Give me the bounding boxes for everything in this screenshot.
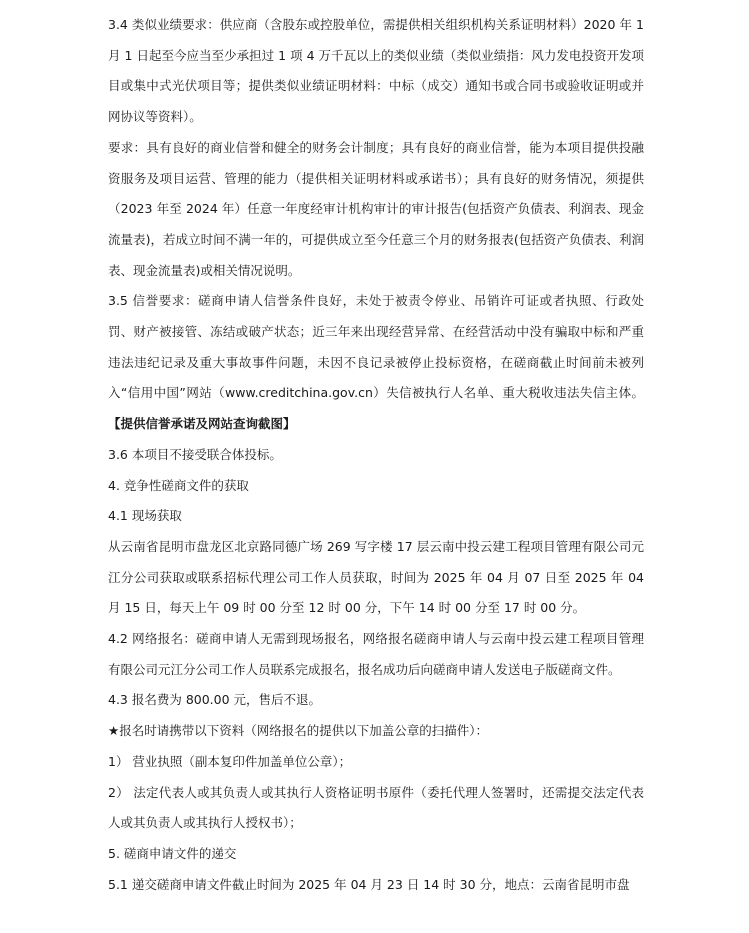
paragraph-3-6: 3.6 本项目不接受联合体投标。	[108, 446, 282, 462]
section-5-heading: 5. 磋商申请文件的递交	[108, 845, 237, 861]
paragraph-3-5-bold-note: 【提供信誉承诺及网站查询截图】	[108, 416, 296, 432]
paragraph-3-5	[108, 286, 644, 440]
section-4-1-heading: 4.1 现场获取	[108, 508, 182, 524]
paragraph-3-4: 3.4 类似业绩要求：供应商（含股东或控股单位，需提供相关组织机构关系证明材料）2020 年 1 月 1 日起至今应当至少承担过 1 项 4 万千瓦以上的类似业绩（类似业绩指：风力发电投资开发项目或集中式光伏项目等；提供类似业绩证明材料：中标（成交）通知书或合同书或验收证明或并网协议等资料）。	[108, 17, 644, 125]
section-4-heading: 4. 竞争性磋商文件的获取	[108, 477, 249, 493]
list-item-2: 2） 法定代表人或其负责人或其执行人资格证明书原件（委托代理人签署时，还需提交法定代表人或其负责人或其执行人授权书）；	[108, 784, 644, 831]
paragraph-requirements: 要求：具有良好的商业信誉和健全的财务会计制度；具有良好的商业信誉，能为本项目提供投融资服务及项目运营、管理的能力（提供相关证明材料或承诺书）；具有良好的财务情况，须提供（2023 年至 2024 年）任意一年度经审计机构审计的审计报告(包括资产负债表、利润表、现金流量表)，若成立时间不满一年的，可提供成立至今任意三个月的财务报表(包括资产负债表、利润表、现金流量表)或相关情况说明。	[108, 139, 644, 278]
document-body	[108, 10, 644, 900]
paragraph-4-2: 4.2 网络报名：磋商申请人无需到现场报名，网络报名磋商申请人与云南中投云建工程项目管理有限公司元江分公司工作人员联系完成报名，报名成功后向磋商申请人发送电子版磋商文件。	[108, 631, 644, 677]
paragraph-4-3: 4.3 报名费为 800.00 元，售后不退。	[108, 692, 322, 708]
paragraph-onsite-acquisition: 从云南省昆明市盘龙区北京路同德广场 269 写字楼 17 层云南中投云建工程项目管理有限公司元江分公司获取或联系招标代理公司工作人员获取，时间为 2025 年 04 月 07 日至 2025 年 04 月 15 日，每天上午 09 时 00 分至 12 时 00 分，下午 14 时 00 分至 17 时 00 分。	[108, 538, 644, 616]
paragraph-required-materials: ★报名时请携带以下资料（网络报名的提供以下加盖公章的扫描件）：	[108, 723, 488, 739]
paragraph-5-1: 5.1 递交磋商申请文件截止时间为 2025 年 04 月 23 日 14 时 30 分，地点：云南省昆明市盘	[108, 876, 630, 892]
list-item-1: 1） 营业执照（副本复印件加盖单位公章）；	[108, 753, 352, 769]
paragraph-3-5-text: 3.5 信誉要求：磋商申请人信誉条件良好，未处于被责令停业、吊销许可证或者执照、行政处罚、财产被接管、冻结或破产状态；近三年来出现经营异常、在经营活动中没有骗取中标和严重违法违纪记录及重大事故事件问题，未因不良记录被停止投标资格，在磋商截止时间前未被列入“信用中国”网站（www.creditchina.gov.cn）失信被执行人名单、重大税收违法失信主体。	[108, 293, 644, 401]
